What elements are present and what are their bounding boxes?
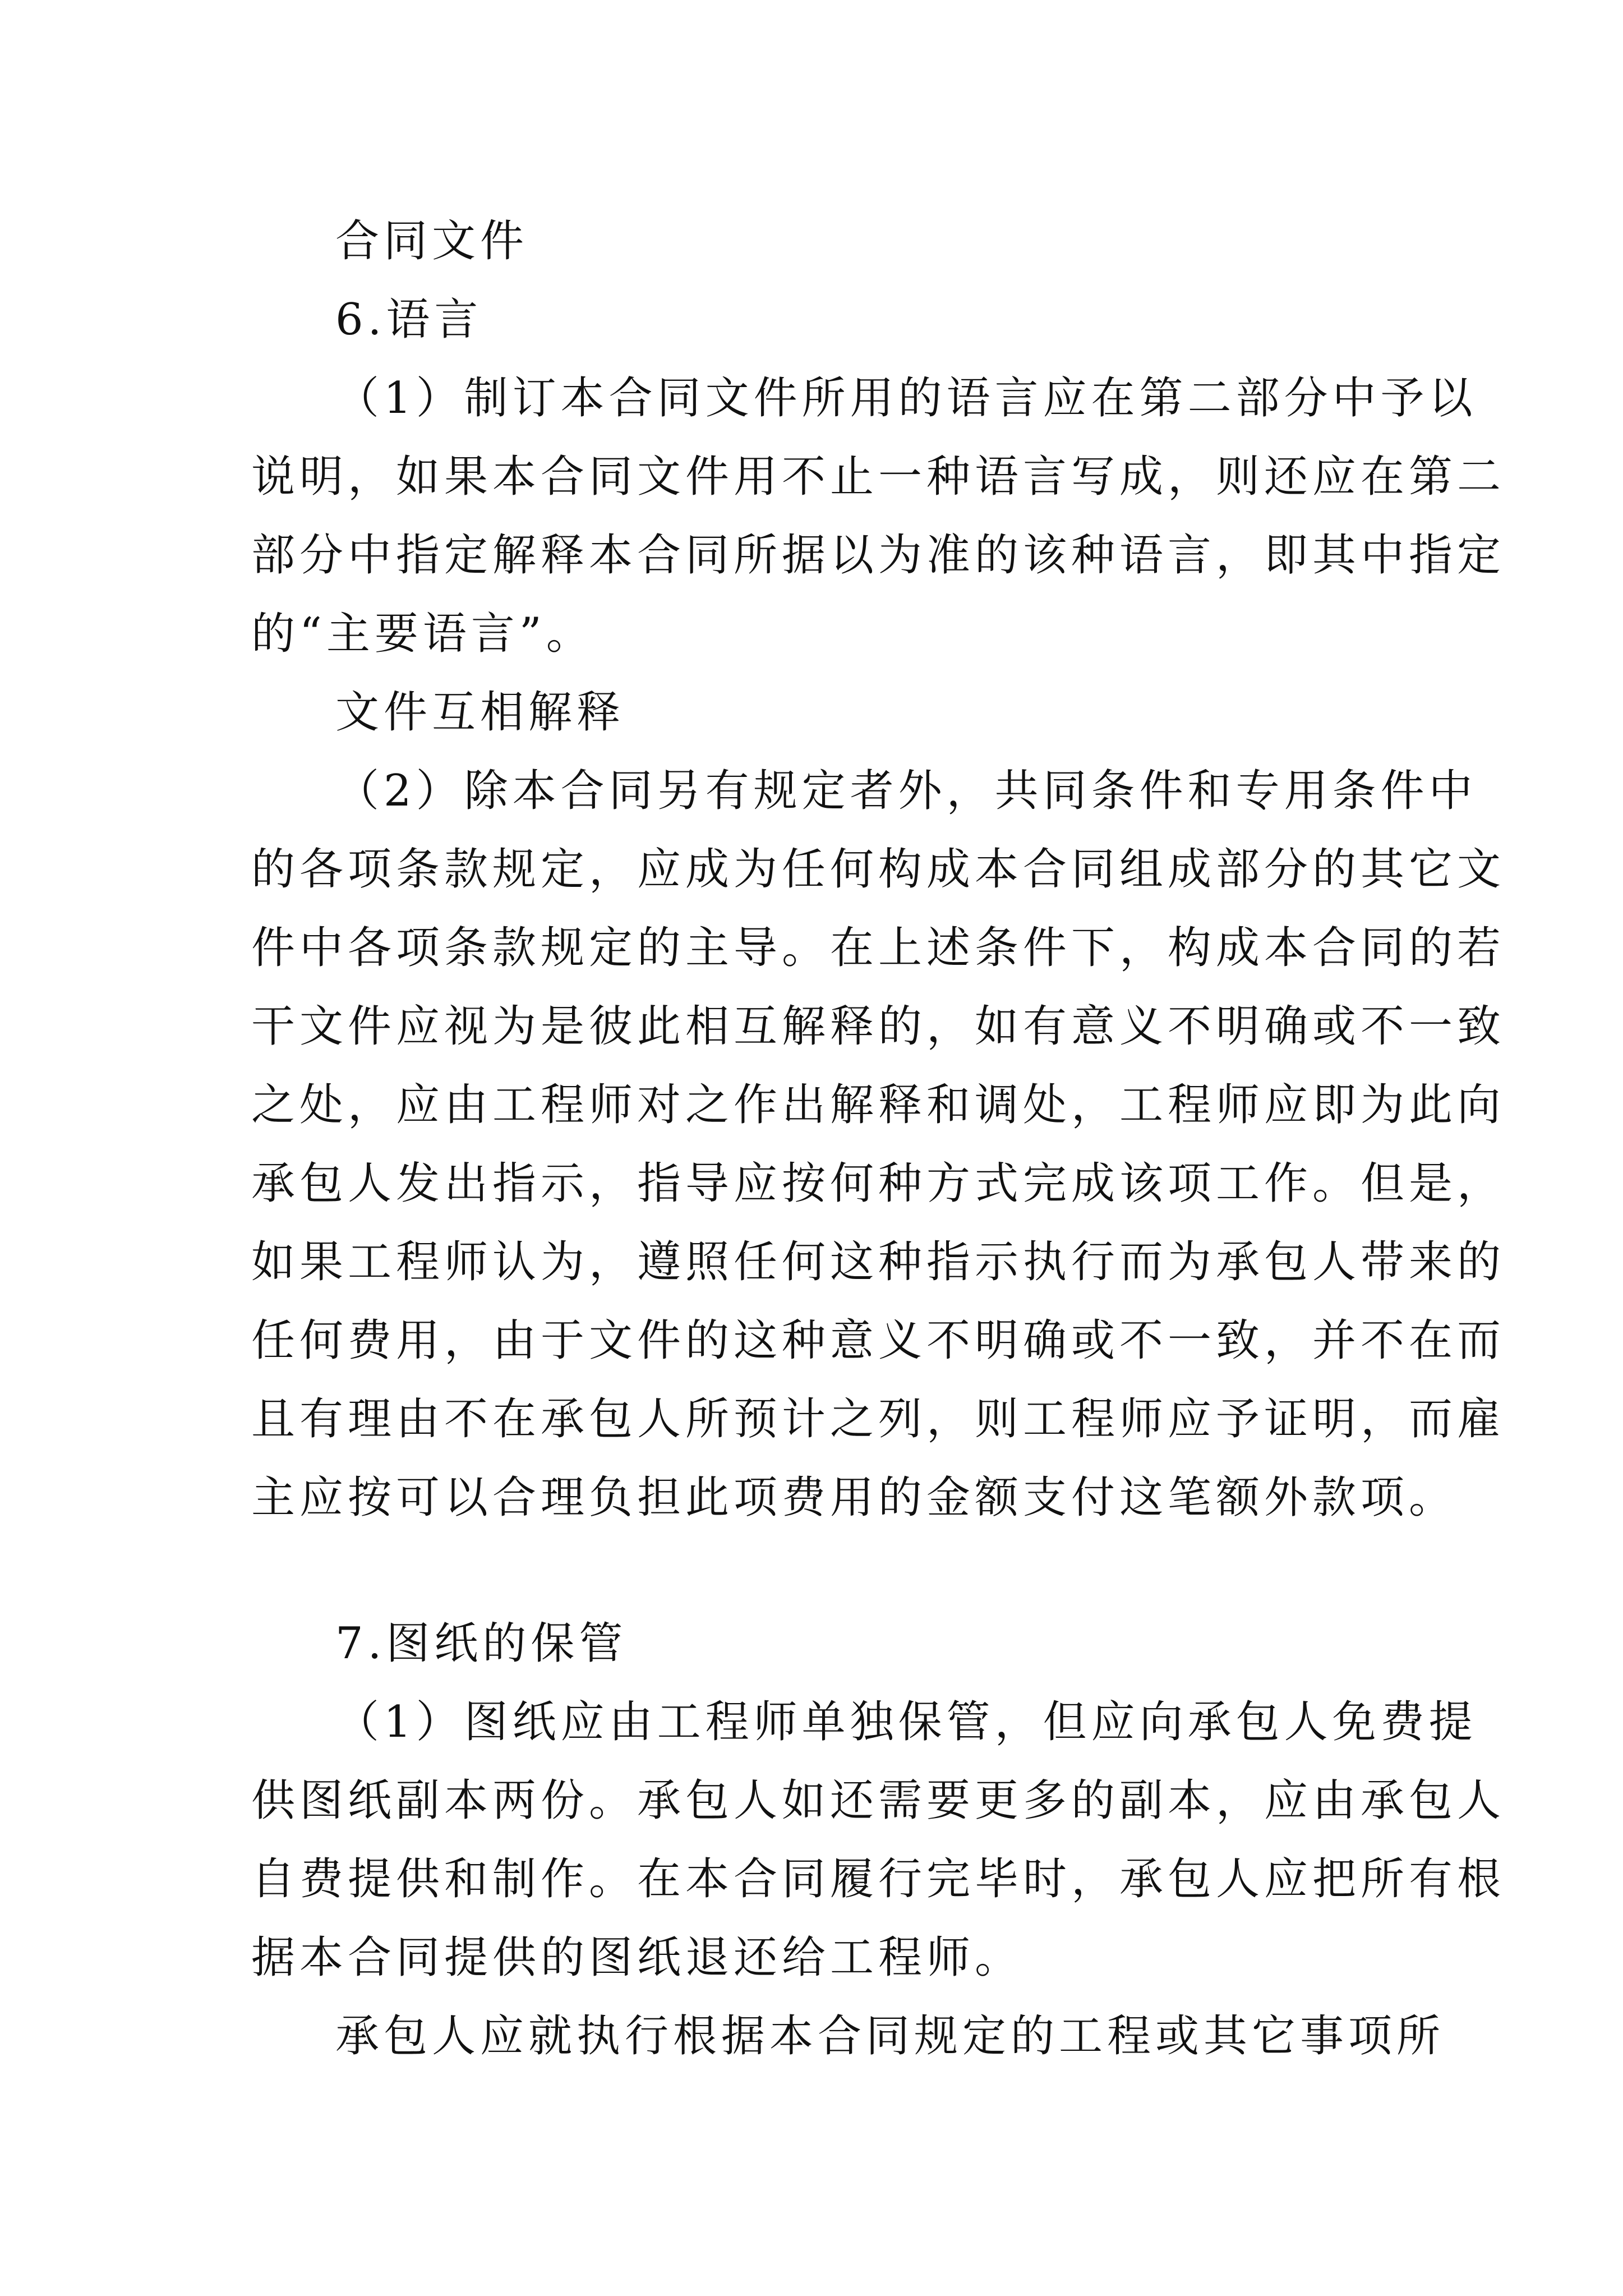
paragraph-line: 任何费用，由于文件的这种意义不明确或不一致，并不在而 [251, 1315, 1506, 1366]
paragraph-line: 自费提供和制作。在本合同履行完毕时，承包人应把所有根 [251, 1854, 1506, 1904]
paragraph-line: 承包人发出指示，指导应按何种方式完成该项工作。但是， [251, 1158, 1506, 1209]
paragraph-line: 件中各项条款规定的主导。在上述条件下，构成本合同的若 [251, 923, 1506, 973]
paragraph-line: 的各项条款规定，应成为任何构成本合同组成部分的其它文 [251, 844, 1506, 895]
paragraph-line: 据本合同提供的图纸退还给工程师。 [251, 1932, 1023, 1983]
paragraph-line: 主应按可以合理负担此项费用的金额支付这笔额外款项。 [251, 1473, 1458, 1523]
paragraph-line: （1）图纸应由工程师单独保管，但应向承包人免费提 [335, 1697, 1477, 1747]
subheading-contract-documents: 合同文件 [335, 216, 529, 266]
subheading-mutual-interpretation: 文件互相解释 [335, 687, 625, 738]
section-spacer [251, 1537, 1378, 1604]
paragraph-line: 干文件应视为是彼此相互解释的，如有意义不明确或不一致 [251, 1001, 1506, 1052]
paragraph-line: 说明，如果本合同文件用不止一种语言写成，则还应在第二 [251, 452, 1506, 502]
paragraph-line: 如果工程师认为，遵照任何这种指示执行而为承包人带来的 [251, 1237, 1506, 1287]
paragraph-line: 的“主要语言”。 [251, 609, 594, 659]
paragraph-line: 承包人应就执行根据本合同规定的工程或其它事项所 [335, 2011, 1445, 2062]
paragraph-line: 之处，应由工程师对之作出解释和调处，工程师应即为此向 [251, 1080, 1506, 1130]
document-body [251, 202, 1506, 2076]
paragraph-line: 部分中指定解释本合同所据以为准的该种语言，即其中指定 [251, 530, 1506, 581]
paragraph-line: （2）除本合同另有规定者外，共同条件和专用条件中 [335, 766, 1477, 816]
paragraph-line: 供图纸副本两份。承包人如还需要更多的副本，应由承包人 [251, 1775, 1506, 1826]
paragraph-line: 且有理由不在承包人所预计之列，则工程师应予证明，而雇 [251, 1394, 1506, 1444]
section-heading-drawings-custody: 7.图纸的保管 [335, 1618, 628, 1669]
paragraph-line: （1）制订本合同文件所用的语言应在第二部分中予以 [335, 373, 1477, 424]
section-heading-language: 6.语言 [335, 295, 483, 345]
